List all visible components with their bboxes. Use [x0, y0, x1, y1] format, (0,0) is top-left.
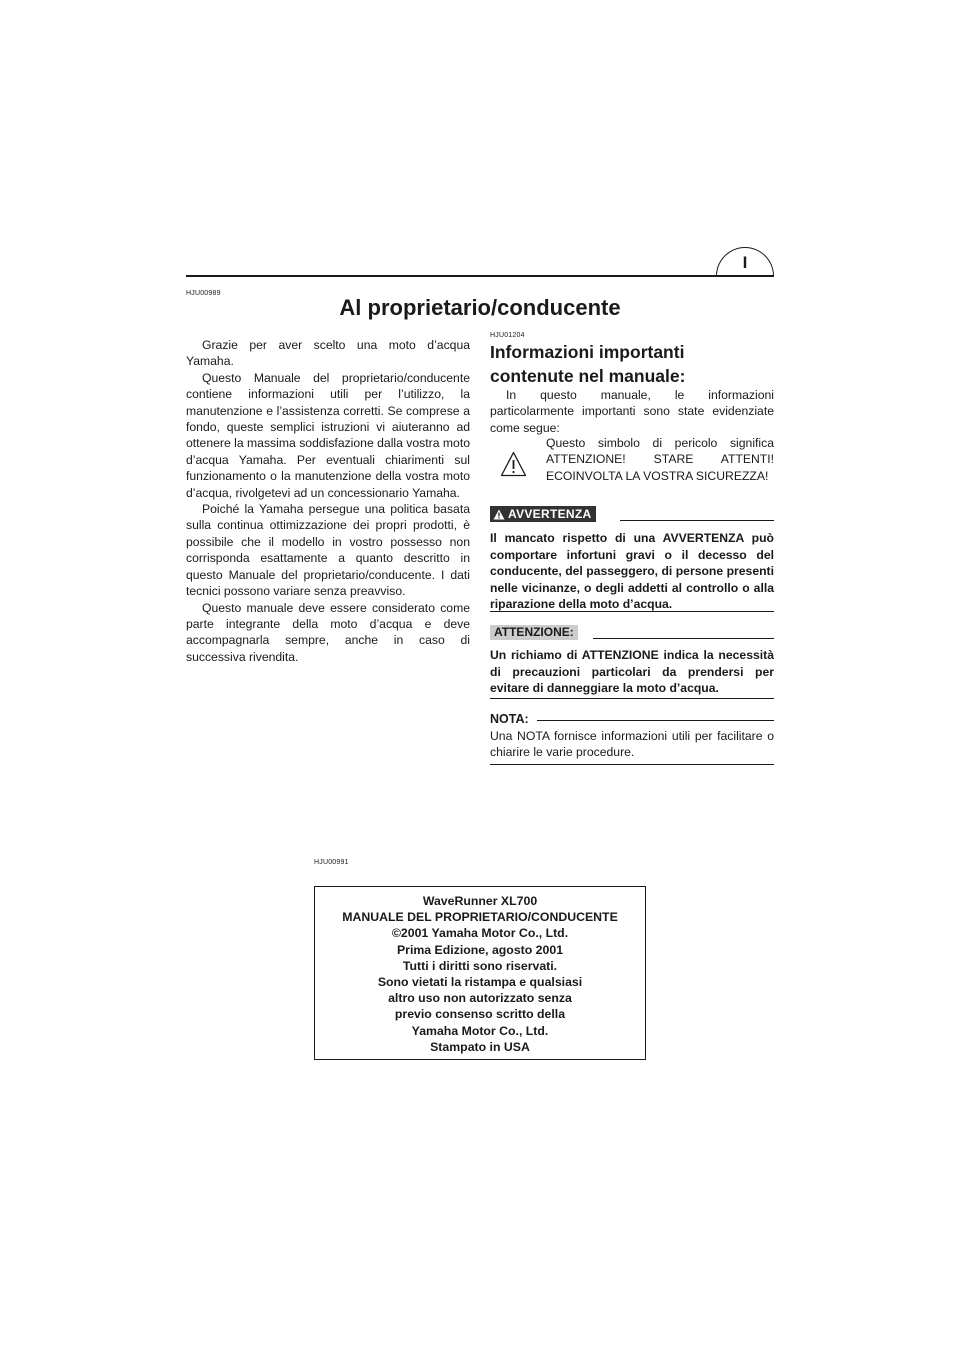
warning-end-rule [490, 611, 774, 612]
note-end-rule [490, 764, 774, 765]
intro-paragraph: Questo manuale deve essere considerato come parte integrante della moto d’acqua e deve accompagnarla sempre, anche in caso di successiva rivendita. [186, 600, 470, 664]
note-text: Una NOTA fornisce informazioni utili per facilitare o chiarire le varie procedure. [490, 729, 774, 760]
caution-badge: ATTENZIONE: [490, 625, 578, 640]
warning-triangle-icon [500, 451, 527, 477]
colophon-line: Prima Edizione, agosto 2001 [396, 942, 564, 957]
warning-label: AVVERTENZA [508, 507, 592, 521]
warning-badge [490, 506, 596, 522]
colophon-line: altro uso non autorizzato senza [388, 991, 572, 1006]
warning-text: Il mancato rispetto di una AVVERTENZA può comportare infortuni gravi o il decesso del conducente, del passeggero, di persone presenti nelle vicinanze, o degli addetti al controllo o alla riparazione della moto d’acqua. [490, 531, 774, 612]
colophon-line: previo consenso scritto della [394, 1007, 566, 1022]
colophon-line: Yamaha Motor Co., Ltd. [411, 1023, 549, 1038]
colophon-line: Tutti i diritti sono riservati. [402, 958, 558, 973]
info-title-line: contenute nel manuale: [490, 366, 686, 386]
caution-text: Un richiamo di ATTENZIONE indica la necessità di precauzioni particolari da prendersi per evitare di danneggiare la moto d’acqua. [490, 648, 774, 696]
info-section-title [490, 340, 774, 388]
hazard-symbol-text: Questo simbolo di pericolo significa ATTENZIONE! STARE ATTENTI! ECOINVOLTA LA VOSTRA SICUREZZA! [546, 436, 774, 483]
intro-paragraph: Poiché la Yamaha persegue una politica basata sulla continua ottimizzazione dei propri prodotti, è possibile che il modello in vostro possesso non corrisponda esattamente a quanto descritto in questo Manuale del proprietario/conducente. I dati tecnici possono variare senza preavviso. [186, 502, 470, 599]
intro-body [186, 337, 470, 665]
note-label: NOTA: [490, 712, 529, 726]
colophon-line: ©2001 Yamaha Motor Co., Ltd. [391, 926, 569, 941]
intro-paragraph: Grazie per aver scelto una moto d’acqua Yamaha. [186, 338, 470, 369]
caution-end-rule [490, 698, 774, 699]
intro-paragraph: Questo Manuale del proprietario/conducente contiene informazioni utili per l’utilizzo, la manutenzione e l’assistenza corretti. Se comprese a fondo, queste semplici istruzioni vi aiuteranno ad ottenere la massima soddisfazione dalla vostra moto d’acqua Yamaha. Per eventuali chiarimenti sul funzionamento o la manutenzione della vostra moto d’acqua, rivolgetevi ad un concessionario Yamaha. [186, 370, 470, 500]
colophon-box [314, 886, 646, 1060]
colophon-line: WaveRunner XL700 [422, 894, 538, 908]
header-rule [186, 275, 774, 277]
intro-section-code: HJU00989 [186, 290, 221, 297]
caution-rule [593, 638, 774, 639]
colophon-line: MANUALE DEL PROPRIETARIO/CONDUCENTE [342, 910, 618, 925]
colophon-code: HJU00991 [314, 859, 349, 866]
warning-small-icon [493, 509, 505, 520]
info-title-line: Informazioni importanti [490, 342, 685, 362]
info-section-code: HJU01204 [490, 332, 525, 339]
info-intro-text: In questo manuale, le informazioni particolarmente importanti sono state evidenziate come segue: [490, 388, 774, 435]
colophon-line: Sono vietati la ristampa e qualsiasi [377, 975, 583, 990]
page-title: Al proprietario/conducente [339, 295, 621, 320]
warning-rule [620, 520, 774, 521]
colophon-line: Stampato in USA [430, 1039, 530, 1054]
language-tab: I [716, 247, 774, 277]
note-rule [537, 720, 774, 721]
